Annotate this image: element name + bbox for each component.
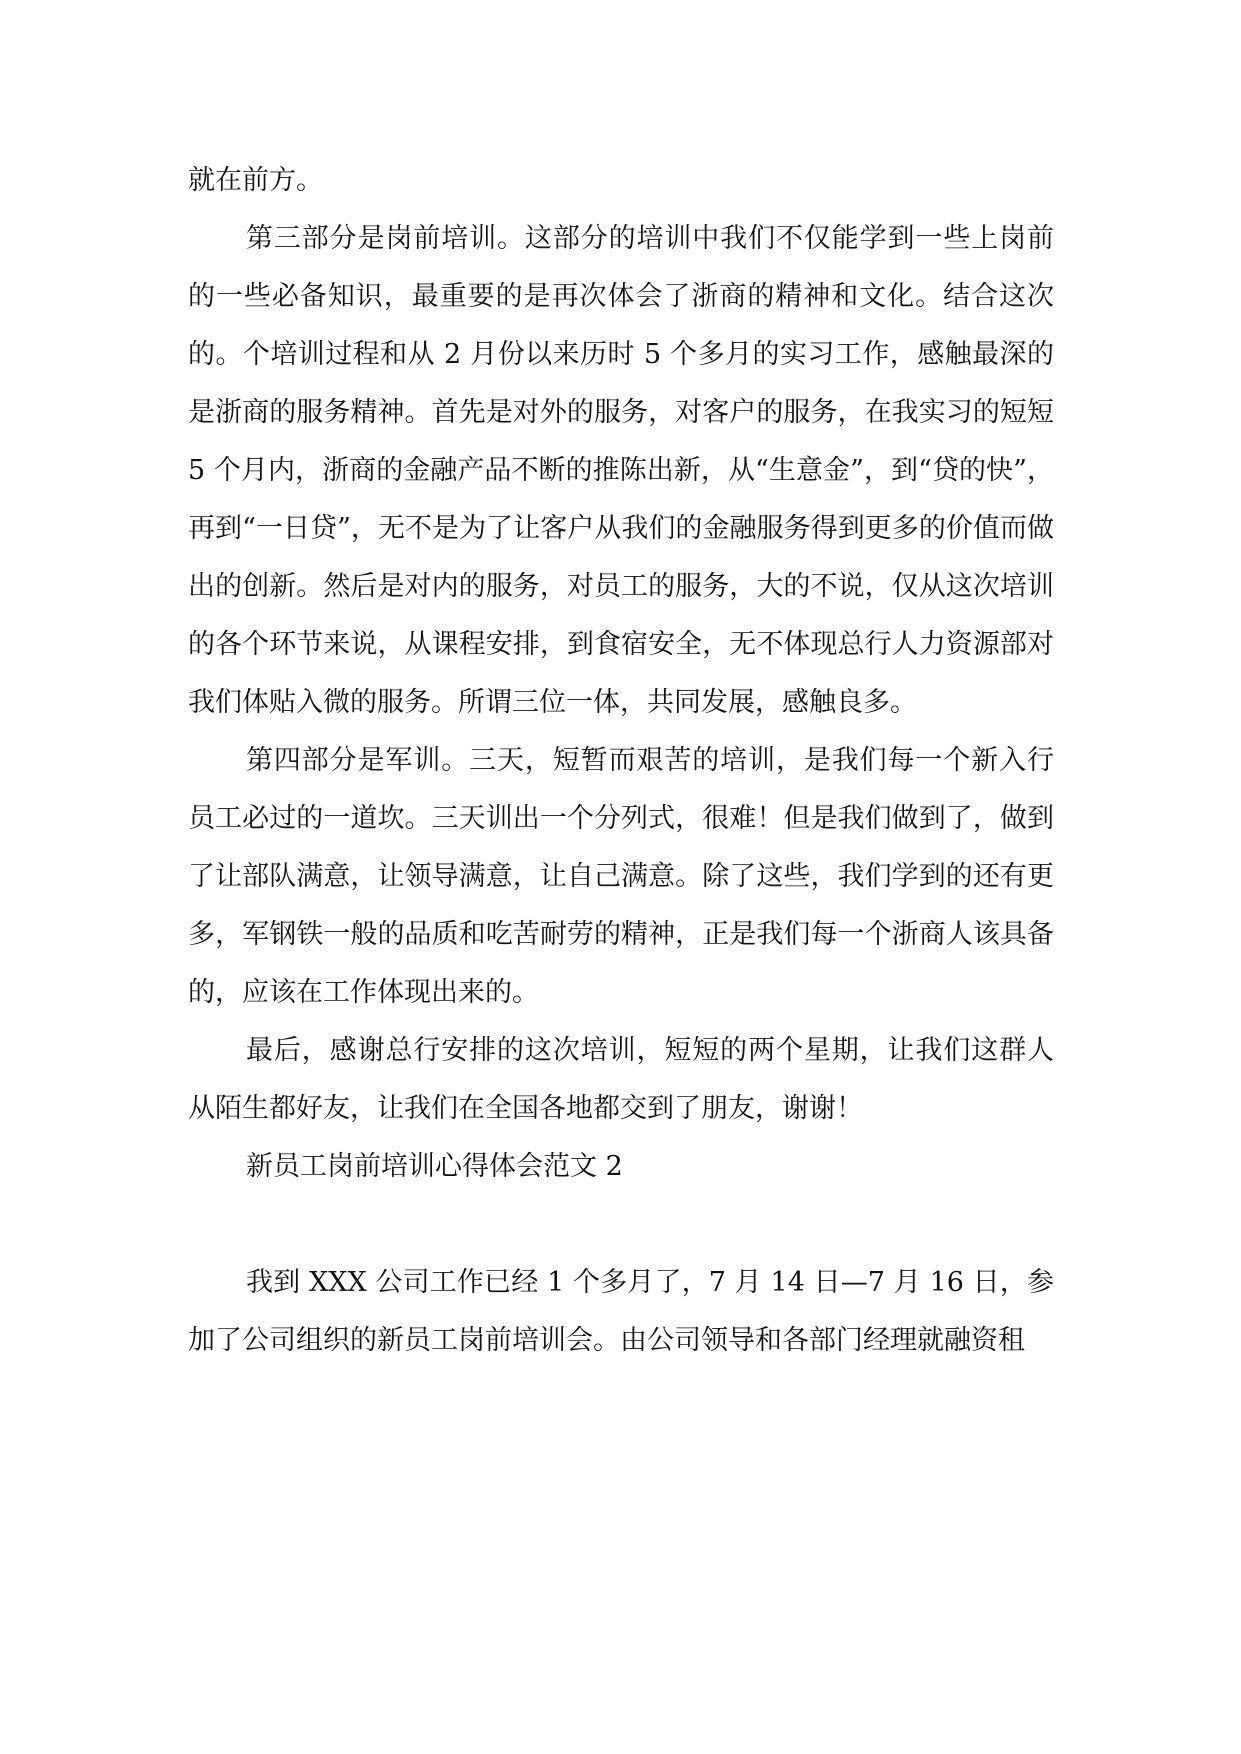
blank-spacer (188, 1196, 1054, 1254)
paragraph-continuation: 就在前方。 (188, 165, 323, 196)
paragraph-closing: 最后，感谢总行安排的这次培训，短短的两个星期，让我们这群人从陌生都好友，让我们在全国各地都交到了朋友，谢谢！ (188, 1035, 1054, 1124)
document-body (188, 152, 1054, 1370)
paragraph-sample-two-intro: 我到 XXX 公司工作已经 1 个多月了，7 月 14 日—7 月 16 日，参加了公司组织的新员工岗前培训会。由公司领导和各部门经理就融资租 (188, 1267, 1054, 1356)
section-title: 新员工岗前培训心得体会范文 2 (246, 1151, 623, 1182)
paragraph-part-three: 第三部分是岗前培训。这部分的培训中我们不仅能学到一些上岗前的一些必备知识，最重要的是再次体会了浙商的精神和文化。结合这次的。个培训过程和从 2 月份以来历时 5 个多月的实习工作，感触最深的是浙商的服务精神。首先是对外的服务，对客户的服务，在我实习的短短 5 个月内，浙商的金融产品不断的推陈出新，从“生意金”，到“贷的快”，再到“一日贷”，无不是为了让客户从我们的金融服务得到更多的价值而做出的创新。然后是对内的服务，对员工的服务，大的不说，仅从这次培训的各个环节来说，从课程安排，到食宿安全，无不体现总行人力资源部对我们体贴入微的服务。所谓三位一体，共同发展，感触良多。 (188, 223, 1054, 718)
paragraph-part-four: 第四部分是军训。三天，短暂而艰苦的培训，是我们每一个新入行员工必过的一道坎。三天训出一个分列式，很难！但是我们做到了，做到了让部队满意，让领导满意，让自己满意。除了这些，我们学到的还有更多，军钢铁一般的品质和吃苦耐劳的精神，正是我们每一个浙商人该具备的，应该在工作体现出来的。 (188, 745, 1054, 1008)
